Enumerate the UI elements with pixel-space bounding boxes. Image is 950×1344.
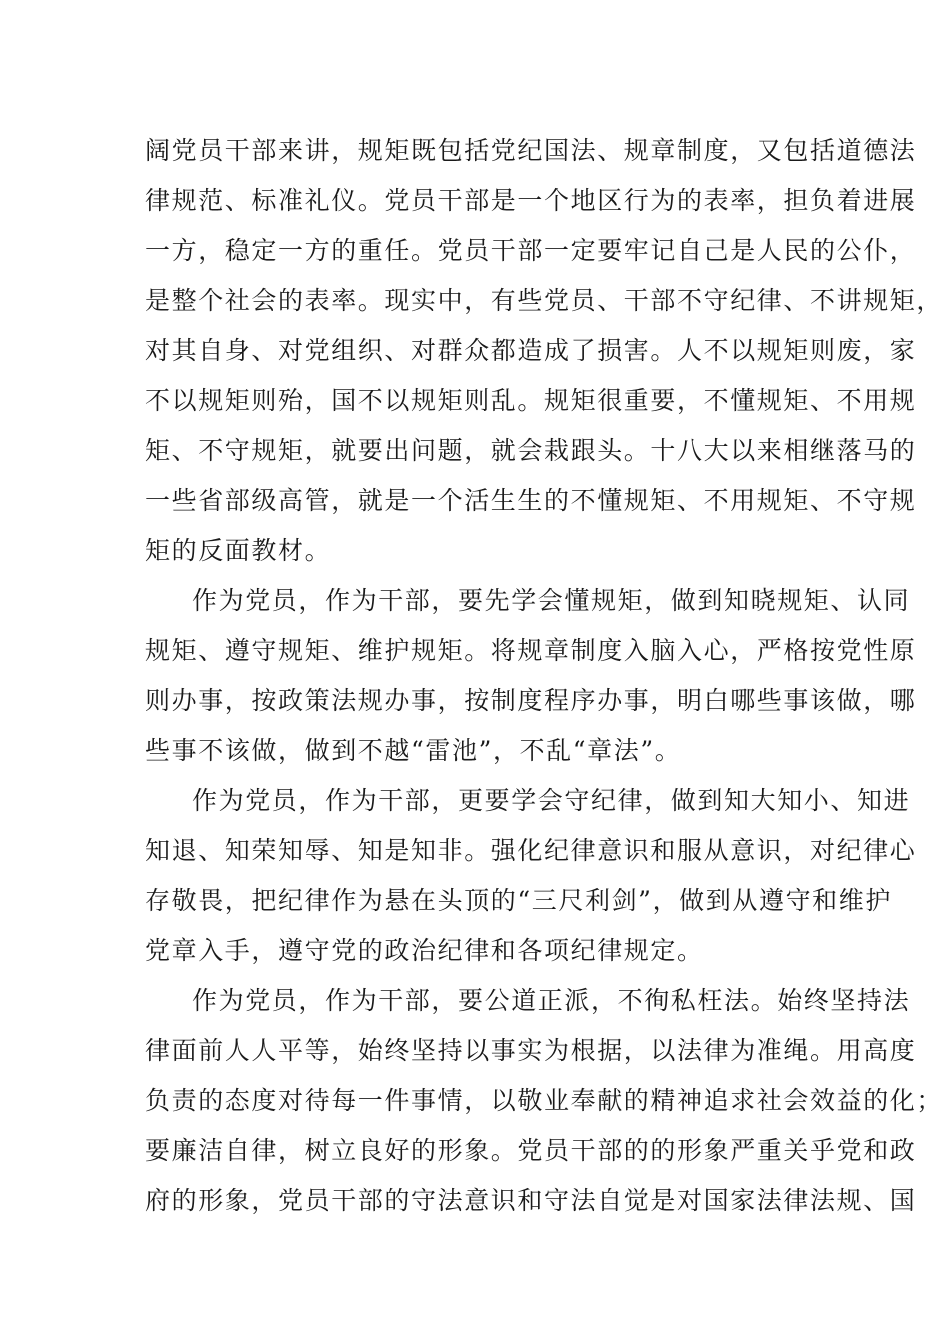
text-line: 要廉洁自律，树立良好的形象。党员干部的的形象严重关乎党和政	[145, 1136, 917, 1165]
text-line: 存敬畏，把纪律作为悬在头顶的“三尺利剑”，做到从遵守和维护	[145, 886, 892, 915]
text-line: 阔党员干部来讲，规矩既包括党纪国法、规章制度，又包括道德法	[145, 136, 917, 165]
text-line: 矩、不守规矩，就要出问题，就会栽跟头。十八大以来相继落马的	[145, 436, 917, 465]
text-line: 府的形象，党员干部的守法意识和守法自觉是对国家法律法规、国	[145, 1186, 917, 1215]
text-line: 矩的反面教材。	[145, 536, 332, 565]
text-line: 一方，稳定一方的重任。党员干部一定要牢记自己是人民的公仆，	[145, 236, 917, 265]
text-line: 不以规矩则殆，国不以规矩则乱。规矩很重要，不懂规矩、不用规	[145, 386, 917, 415]
text-line: 律面前人人平等，始终坚持以事实为根据，以法律为准绳。用高度	[145, 1036, 917, 1065]
paragraph-first-line: 作为党员，作为干部，更要学会守纪律，做到知大知小、知进	[192, 786, 911, 815]
text-line: 一些省部级高管，就是一个活生生的不懂规矩、不用规矩、不守规	[145, 486, 917, 515]
text-line: 是整个社会的表率。现实中，有些党员、干部不守纪律、不讲规矩，	[145, 286, 944, 315]
paragraph-first-line: 作为党员，作为干部，要先学会懂规矩，做到知晓规矩、认同	[192, 586, 911, 615]
paragraph-first-line: 作为党员，作为干部，要公道正派，不徇私枉法。始终坚持法	[192, 986, 911, 1015]
text-line: 知退、知荣知辱、知是知非。强化纪律意识和服从意识，对纪律心	[145, 836, 917, 865]
text-line: 些事不该做，做到不越“雷池”，不乱“章法”。	[145, 736, 682, 765]
text-line: 律规范、标准礼仪。党员干部是一个地区行为的表率，担负着进展	[145, 186, 917, 215]
text-line: 党章入手，遵守党的政治纪律和各项纪律规定。	[145, 936, 704, 965]
text-line: 负责的态度对待每一件事情，以敬业奉献的精神追求社会效益的化；	[145, 1086, 944, 1115]
text-line: 则办事，按政策法规办事，按制度程序办事，明白哪些事该做，哪	[145, 686, 917, 715]
text-line: 规矩、遵守规矩、维护规矩。将规章制度入脑入心，严格按党性原	[145, 636, 917, 665]
text-line: 对其自身、对党组织、对群众都造成了损害。人不以规矩则废，家	[145, 336, 917, 365]
